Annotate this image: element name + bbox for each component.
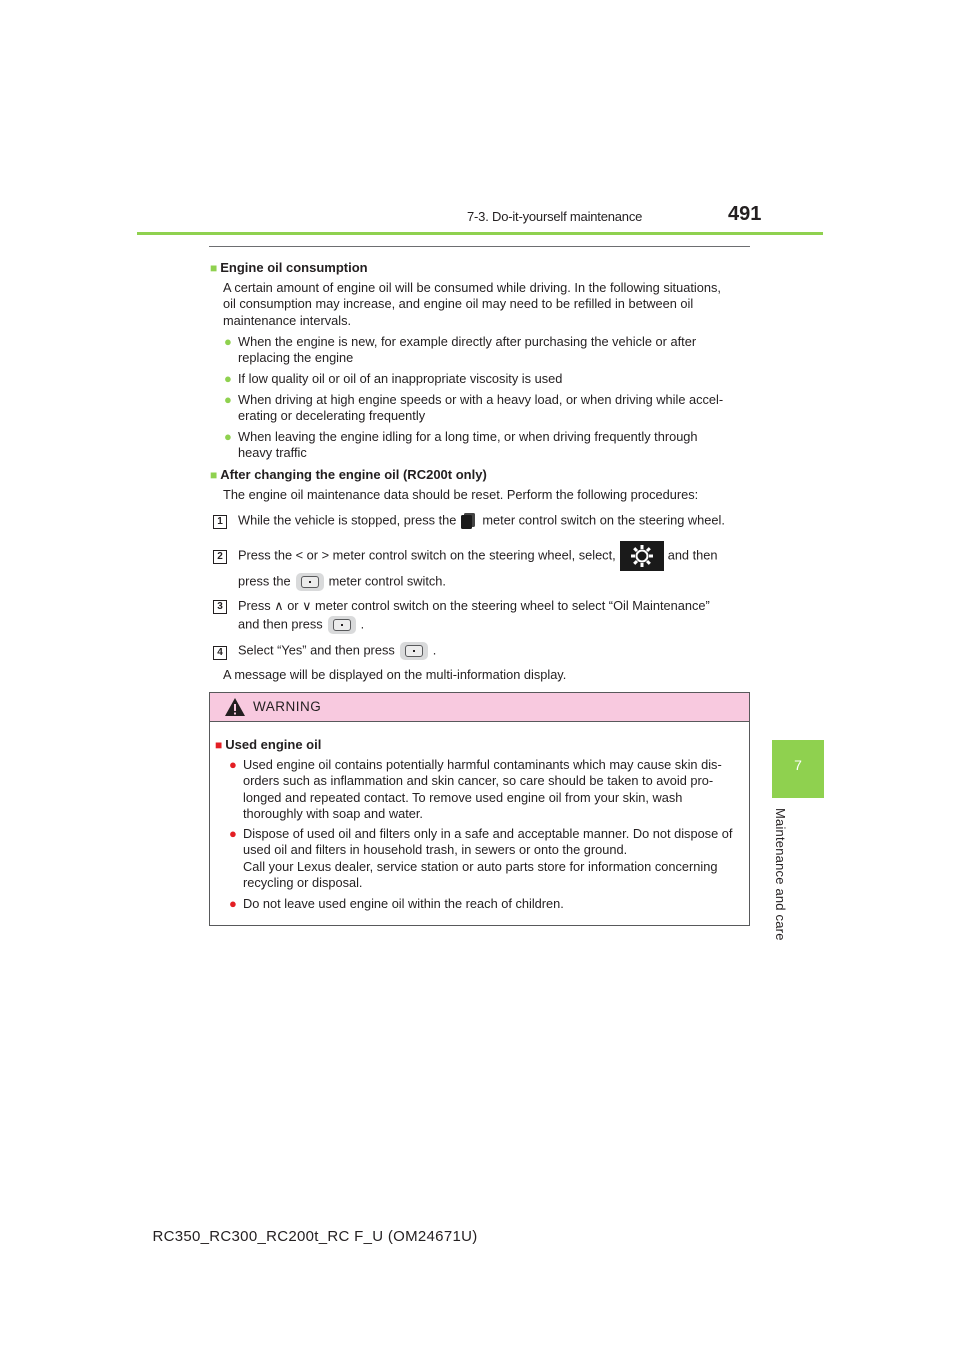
warning-triangle-icon	[224, 697, 246, 722]
square-bullet-icon: ■	[215, 738, 223, 752]
heading-used-oil: ■ Used engine oil	[215, 737, 322, 752]
chapter-number: 7	[794, 757, 802, 773]
oil-consumption-intro: A certain amount of engine oil will be consumed while driving. In the following situations, oil consumption may increase, and engine oil may need to be refilled in between oil maintenance intervals.	[223, 280, 721, 328]
list-item: ● When driving at high engine speeds or with a heavy load, or when driving while accel- erating or decelerating frequently	[224, 392, 724, 424]
step-3: Press ∧ or ∨ meter control switch on the steering wheel to select “Oil Maintenance”	[238, 598, 710, 613]
square-bullet-icon: ■	[210, 261, 218, 275]
list-item: ● Used engine oil contains potentially harmful contaminants which may cause skin dis- orders such as inflammation and skin cancer, so care should be taken to avoid pro- longed and repeated contact. To remove used engine oil from your skin, wash thoroughly with soap and water.	[229, 757, 722, 822]
after-change-intro: The engine oil maintenance data should be reset. Perform the following procedures:	[223, 487, 699, 502]
enter-button-icon	[328, 616, 356, 634]
step-number: 2	[213, 550, 227, 564]
header-rule	[137, 232, 823, 235]
content-rule	[209, 246, 750, 247]
warning-title: WARNING	[253, 699, 322, 714]
bullet-dot-icon: ●	[229, 757, 237, 772]
bullet-dot-icon: ●	[224, 371, 232, 386]
enter-button-icon	[296, 573, 324, 591]
step-1: While the vehicle is stopped, press the meter control switch on the steering wheel.	[238, 511, 750, 531]
list-item: ● Dispose of used oil and filters only in a safe and acceptable manner. Do not dispose of used oil and filters in household trash, in sewers or onto the ground. Call your Lexus dealer, service station or auto parts store for information concerning recycling or disposal.	[229, 826, 733, 891]
bullet-dot-icon: ●	[229, 896, 237, 911]
step-number: 1	[213, 515, 227, 529]
enter-button-icon	[400, 642, 428, 660]
gear-icon	[620, 541, 664, 571]
chapter-label: Maintenance and care	[773, 808, 788, 941]
heading-after-oil-change: ■ After changing the engine oil (RC200t only)	[210, 467, 487, 482]
step-2-cont: press the meter control switch.	[238, 573, 446, 591]
footer-model-code: RC350_RC300_RC200t_RC F_U (OM24671U)	[152, 1228, 478, 1245]
page-number: 491	[728, 203, 762, 225]
list-item: ● When leaving the engine idling for a long time, or when driving frequently through heavy traffic	[224, 429, 698, 461]
heading-oil-consumption: ■ Engine oil consumption	[210, 260, 368, 275]
step-3-cont: and then press .	[238, 616, 364, 634]
list-item: ● If low quality oil or oil of an inappropriate viscosity is used	[224, 371, 563, 386]
bullet-dot-icon: ●	[224, 392, 232, 407]
bullet-dot-icon: ●	[224, 334, 232, 349]
square-bullet-icon: ■	[210, 468, 218, 482]
bullet-dot-icon: ●	[224, 429, 232, 444]
bullet-dot-icon: ●	[229, 826, 237, 841]
after-change-outro: A message will be displayed on the multi-information display.	[223, 667, 567, 682]
section-title: 7-3. Do-it-yourself maintenance	[467, 209, 643, 224]
display-switch-icon	[460, 511, 478, 531]
list-item: ● When the engine is new, for example directly after purchasing the vehicle or after replacing the engine	[224, 334, 697, 366]
step-2: Press the < or > meter control switch on the steering wheel, select, and then	[238, 541, 750, 571]
list-item: ● Do not leave used engine oil within the reach of children.	[229, 896, 564, 911]
step-number: 3	[213, 600, 227, 614]
step-number: 4	[213, 646, 227, 660]
step-4: Select “Yes” and then press .	[238, 642, 436, 660]
